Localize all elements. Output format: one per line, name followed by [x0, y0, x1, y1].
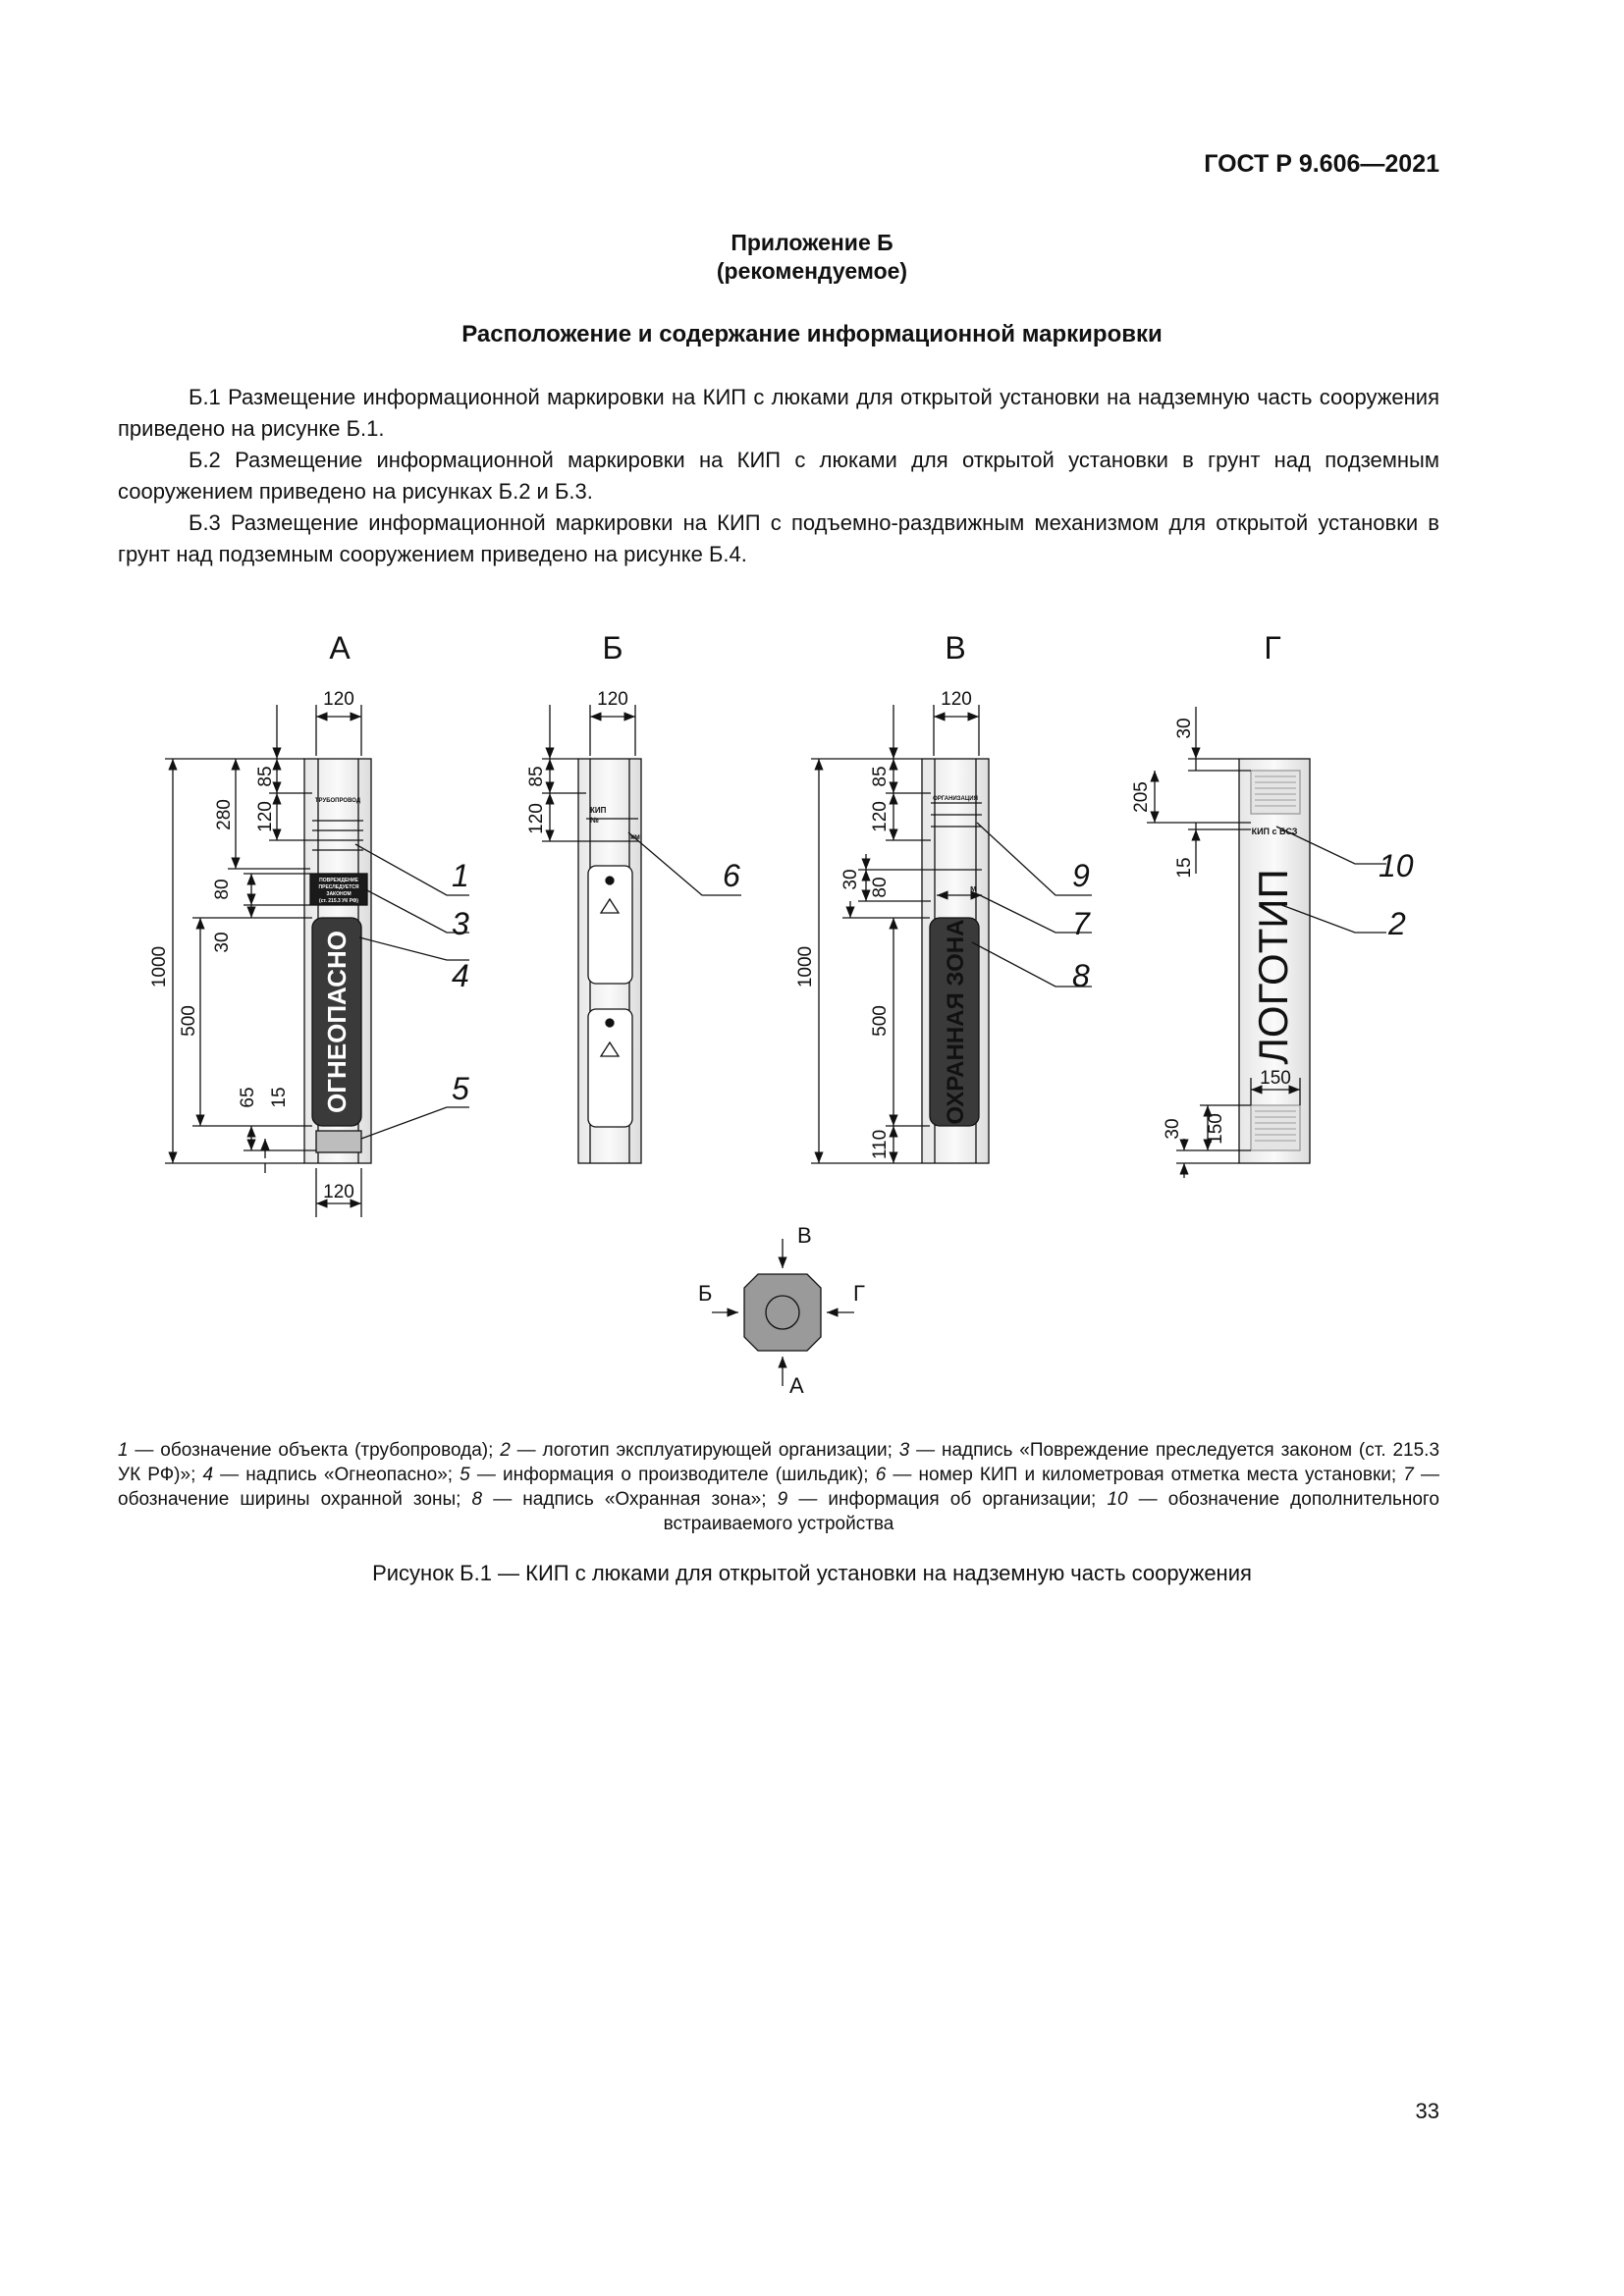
dim-a-85: 85	[255, 766, 276, 787]
callout-8: 8	[1072, 958, 1090, 993]
panel-b-kip: КИП	[590, 806, 607, 815]
panel-a-warning-line-4: (ст. 215.3 УК РФ)	[319, 898, 358, 904]
view-label-g: Г	[1264, 630, 1281, 666]
plan-label-top: В	[797, 1223, 812, 1248]
legend-num-10: 10	[1107, 1489, 1128, 1510]
legend-text-1: — обозначение объекта (трубопровода);	[128, 1440, 501, 1461]
paragraph-b1: Б.1 Размещение информационной маркировки на КИП с люками для открытой установки на надземную часть сооружения приведено на рисунке Б.1.	[118, 385, 1439, 441]
dim-g-150-width: 150	[1260, 1068, 1291, 1089]
callout-5: 5	[452, 1071, 469, 1106]
dim-g-150-height: 150	[1206, 1113, 1226, 1145]
panel-v-meters: м	[970, 883, 977, 893]
dim-a-30: 30	[212, 932, 233, 953]
legend-num-4: 4	[202, 1465, 214, 1485]
dim-b-120: 120	[526, 803, 547, 834]
callout-7: 7	[1072, 906, 1090, 941]
panel-b-km: км	[630, 832, 640, 841]
panel-b-number: №	[590, 816, 599, 825]
dim-a-bottom-width: 120	[323, 1182, 354, 1202]
view-label-b: Б	[602, 630, 623, 666]
legend-num-5: 5	[460, 1465, 470, 1485]
dim-v-width: 120	[941, 689, 972, 710]
plan-view	[712, 1239, 854, 1386]
view-b	[542, 705, 741, 1163]
legend-text-9: — информация об организации;	[787, 1489, 1108, 1510]
dim-v-120: 120	[870, 801, 891, 832]
figure-legend	[118, 1438, 1439, 1536]
dim-b-85: 85	[526, 766, 547, 787]
section-title: Расположение и содержание информационной маркировки	[461, 321, 1163, 347]
panel-a-warning-line-3: ЗАКОНОМ	[326, 891, 352, 897]
dim-g-30-top: 30	[1174, 718, 1195, 739]
legend-num-3: 3	[898, 1440, 910, 1461]
view-a	[165, 705, 469, 1217]
annex-title: Приложение Б	[731, 230, 893, 255]
plan-label-left: Б	[698, 1281, 713, 1306]
panel-g-logo-text: ЛОГОТИП	[1250, 869, 1296, 1065]
legend-text-7: — обозначение ширины охранной зоны;	[118, 1465, 1440, 1510]
dim-a-280: 280	[214, 799, 235, 830]
panel-a-vertical-text: ОГНЕОПАСНО	[322, 931, 352, 1113]
panel-v-vertical-text: ОХРАННАЯ ЗОНА	[943, 919, 969, 1125]
annex-subtitle: (рекомендуемое)	[716, 258, 908, 284]
dim-g-205: 205	[1131, 781, 1152, 813]
plan-label-bottom: А	[789, 1373, 804, 1398]
paragraph-b3: Б.3 Размещение информационной маркировки на КИП с подъемно-раздвижным механизмом для открытой установки в грунт над подземным сооружением приведено на рисунке Б.4.	[118, 510, 1439, 566]
dim-a-top-width: 120	[323, 689, 354, 710]
panel-a-object-label: ТРУБОПРОВОД	[314, 798, 361, 804]
panel-a-warning-line-1: ПОВРЕЖДЕНИЕ	[319, 878, 358, 883]
dim-v-85: 85	[870, 766, 891, 787]
panel-v-org-label: ОРГАНИЗАЦИЯ	[933, 796, 978, 802]
dim-a-height: 1000	[149, 945, 170, 988]
legend-num-7: 7	[1403, 1465, 1414, 1485]
manufacturer-plate	[316, 1131, 361, 1152]
paragraph-b2: Б.2 Размещение информационной маркировки на КИП с люками для открытой установки в грунт над подземным сооружением приведено на рисунках Б.2 и Б.3.	[118, 448, 1439, 504]
annex-heading	[0, 229, 1624, 286]
callout-2: 2	[1388, 906, 1406, 941]
view-label-a: А	[329, 630, 351, 666]
legend-num-2: 2	[500, 1440, 511, 1461]
legend-num-8: 8	[471, 1489, 483, 1510]
panel-g-kip-label: КИП с БСЗ	[1251, 827, 1298, 836]
dim-v-80: 80	[870, 877, 891, 898]
dim-a-15: 15	[269, 1087, 290, 1108]
panel-a-warning-line-2: ПРЕСЛЕДУЕТСЯ	[318, 884, 359, 890]
callout-9: 9	[1072, 858, 1090, 893]
legend-text-6: — номер КИП и километровая отметка места установки;	[886, 1465, 1404, 1485]
legend-text-3: — надпись «Повреждение преследуется законом (ст. 215.3 УК РФ)»;	[118, 1440, 1440, 1485]
callout-1: 1	[452, 858, 469, 893]
dim-g-15: 15	[1174, 857, 1195, 879]
dim-v-110: 110	[870, 1129, 891, 1160]
callout-3: 3	[452, 906, 469, 941]
callout-10: 10	[1379, 848, 1414, 883]
callout-4: 4	[452, 958, 469, 993]
legend-text-5: — информация о производителе (шильдик);	[469, 1465, 876, 1485]
legend-text-10: — обозначение дополнительного встраиваемого устройства	[663, 1489, 1440, 1534]
dim-v-30: 30	[840, 869, 861, 890]
page-number: 33	[1415, 2099, 1439, 2123]
legend-num-9: 9	[777, 1489, 788, 1510]
legend-num-6: 6	[875, 1465, 887, 1485]
figure-b1	[0, 589, 1624, 1414]
dim-g-30-bottom: 30	[1163, 1118, 1183, 1140]
document-id: ГОСТ Р 9.606—2021	[1204, 150, 1439, 178]
figure-caption: Рисунок Б.1 — КИП с люками для открытой установки на надземную часть сооружения	[372, 1561, 1252, 1585]
dim-a-80: 80	[212, 879, 233, 900]
dim-a-120: 120	[255, 801, 276, 832]
plan-label-right: Г	[853, 1281, 865, 1306]
legend-num-1: 1	[118, 1440, 129, 1461]
legend-text-8: — надпись «Охранная зона»;	[482, 1489, 778, 1510]
dim-b-width: 120	[597, 689, 628, 710]
dim-a-500: 500	[179, 1005, 199, 1037]
dim-v-500: 500	[870, 1005, 891, 1037]
legend-text-4: — надпись «Огнеопасно»;	[213, 1465, 460, 1485]
dim-a-65: 65	[238, 1087, 258, 1108]
legend-text-2: — логотип эксплуатирующей организации;	[510, 1440, 899, 1461]
dim-v-height: 1000	[795, 945, 816, 988]
view-label-v: В	[945, 630, 966, 666]
callout-6: 6	[723, 858, 740, 893]
